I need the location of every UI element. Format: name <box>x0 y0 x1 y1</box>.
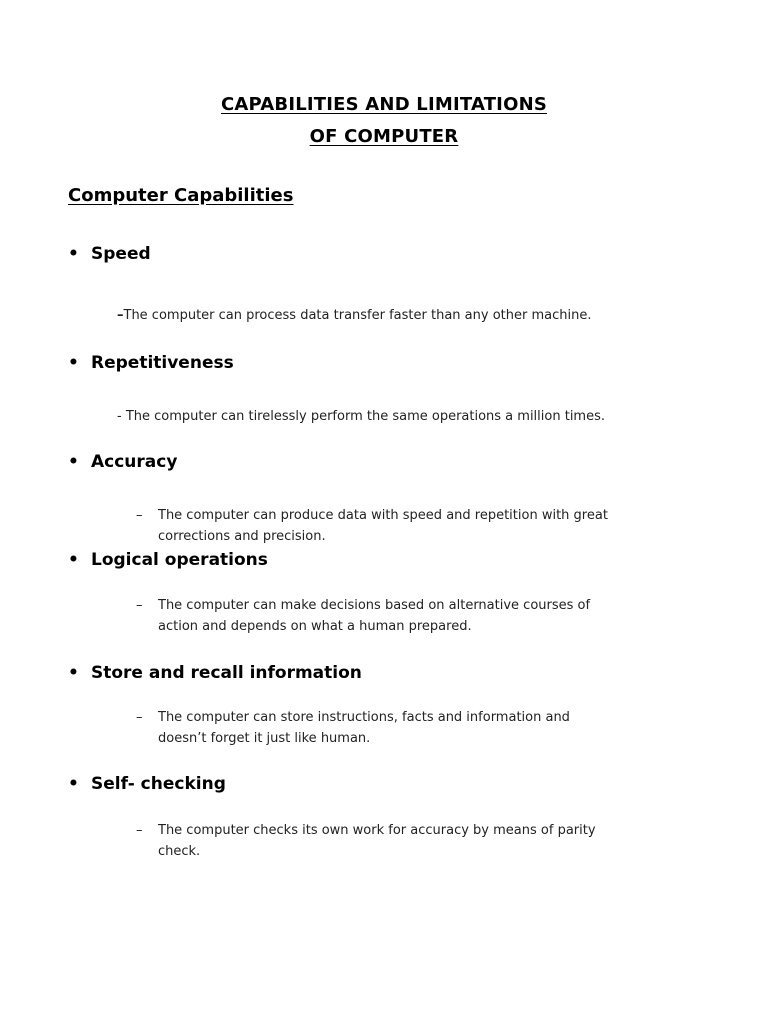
bullet-icon: • <box>68 663 79 683</box>
bullet-icon: • <box>68 244 79 264</box>
bullet-heading: Store and recall information <box>91 663 362 683</box>
description-line-2: action and depends on what a human prepared. <box>158 619 472 634</box>
bullet-heading: Repetitiveness <box>91 353 234 373</box>
description-line-2: doesn’t forget it just like human. <box>158 731 371 746</box>
description-line-1: The computer can make decisions based on alternative courses of <box>158 598 591 613</box>
description-text: The computer can tirelessly perform the same operations a million times. <box>125 409 605 424</box>
section-heading-computer-capabilities: Computer Capabilities <box>68 185 294 206</box>
bullet-icon: • <box>68 353 79 373</box>
dash-marker: – <box>136 508 143 523</box>
bullet-item-accuracy <box>68 452 177 472</box>
dash-marker: – <box>117 308 124 323</box>
description-speed <box>117 305 591 326</box>
bullet-icon: • <box>68 774 79 794</box>
bullet-icon: • <box>68 452 79 472</box>
dash-marker: - <box>117 409 122 424</box>
description-repetitiveness <box>117 406 605 427</box>
description-line-1: The computer checks its own work for accuracy by means of parity <box>158 823 596 838</box>
document-title-line-1: CAPABILITIES AND LIMITATIONS <box>221 94 547 115</box>
dash-marker: – <box>136 823 143 838</box>
description-line-2: corrections and precision. <box>158 529 326 544</box>
description-line-1: The computer can store instructions, facts and information and <box>158 710 570 725</box>
document-title-line-2: OF COMPUTER <box>309 126 459 147</box>
dash-marker: – <box>136 710 143 725</box>
bullet-item-store-and-recall <box>68 663 362 683</box>
bullet-heading: Accuracy <box>91 452 178 472</box>
bullet-item-self-checking <box>68 774 226 794</box>
bullet-icon: • <box>68 550 79 570</box>
dash-marker: – <box>136 598 143 613</box>
bullet-item-speed <box>68 244 151 264</box>
description-line-1: The computer can produce data with speed and repetition with great <box>158 508 608 523</box>
bullet-heading: Logical operations <box>91 550 268 570</box>
bullet-heading: Speed <box>91 244 151 264</box>
description-line-2: check. <box>158 844 201 859</box>
bullet-heading: Self- checking <box>91 774 226 794</box>
description-text: The computer can process data transfer faster than any other machine. <box>123 308 592 323</box>
bullet-item-logical-operations <box>68 550 268 570</box>
bullet-item-repetitiveness <box>68 353 234 373</box>
